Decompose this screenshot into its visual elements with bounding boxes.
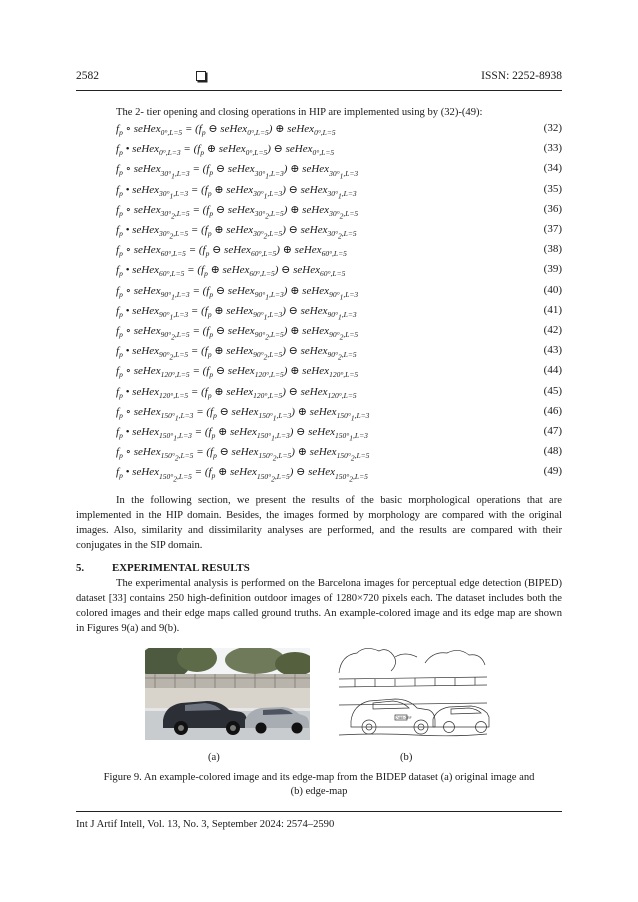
equation-number: (44) [543,364,562,377]
equation-number: (40) [543,283,562,296]
equation-number: (33) [543,142,562,155]
equation-number: (43) [543,344,562,357]
equation-row [116,243,562,259]
equation-expression: $f_p$ • seHex$_{90^\circ_2,L=5}$ = ($f_p$ ⊕ seHex$_{90^\circ_2,L=5}$) ⊖ seHex$_{90^\circ_2,L=5}$ [116,345,357,362]
equation-row [116,142,562,158]
equation-expression: $f_p$ ∘ seHex$_{0^\circ,L=5}$ = ($f_p$ ⊖ seHex$_{0^\circ,L=5}$) ⊕ seHex$_{0^\circ,L=5}$ [116,123,336,138]
equation-row [116,223,562,239]
equation-number: (49) [543,465,562,478]
equation-row [116,405,562,421]
paragraph-experimental: The experimental analysis is performed on the Barcelona images for perceptual edge detection (BIPED) dataset [33] contains 250 high-definition outdoor images of 1280×720 pixels each. The dataset includes both the colored images and their edge maps called ground truths. An example-colored image and its edge map are shown in Figures 9(a) and 9(b). [76,578,562,634]
equation-row [116,425,562,441]
equation-row [116,183,562,199]
figure-label-a: (a) [208,752,220,763]
equation-expression: $f_p$ ∘ seHex$_{60^\circ,L=5}$ = ($f_p$ ⊖ seHex$_{60^\circ,L=5}$) ⊕ seHex$_{60^\circ,L=5}$ [116,244,347,259]
equation-row [116,385,562,401]
equation-number: (34) [543,162,562,175]
equation-expression: $f_p$ • seHex$_{120^\circ,L=5}$ = ($f_p$ ⊕ seHex$_{120^\circ,L=5}$) ⊖ seHex$_{120^\circ,L=5}$ [116,385,357,400]
equation-expression: $f_p$ • seHex$_{60^\circ,L=5}$ = ($f_p$ ⊕ seHex$_{60^\circ,L=5}$) ⊖ seHex$_{60^\circ,L=5}$ [116,264,346,279]
equation-row [116,162,562,181]
paragraph-following-section: In the following section, we present the results of the basic morphological operations that are implemented in the HIP domain. Besides, the images formed by morphology are compared with the original images. Also, similarity and dissimilarity analyses are performed, and the results are compared with their conjugates in the SIP domain. [76,495,562,551]
equation-row [116,324,562,340]
equation-row [116,203,562,219]
equation-row [116,364,562,380]
equation-expression: $f_p$ ∘ seHex$_{30^\circ_1,L=3}$ = ($f_p$ ⊖ seHex$_{30^\circ_1,L=3}$) ⊕ seHex$_{30^\circ_1,L=3}$ [116,163,359,181]
equation-number: (35) [543,182,562,195]
equation-row [116,122,562,138]
section-title: EXPERIMENTAL RESULTS [112,562,250,574]
issn: ISSN: 2252-8938 [481,70,562,82]
footer-rule [76,811,562,812]
equation-expression: $f_p$ ∘ seHex$_{150^\circ_2,L=5}$ = ($f_p$ ⊖ seHex$_{150^\circ_2,L=5}$) ⊕ seHex$_{150^\circ_2,L=5}$ [116,446,370,463]
equation-row [116,465,562,484]
figure-9a-original-image [145,648,310,740]
section-heading [76,562,250,574]
journal-box-icon [196,71,206,81]
equation-row [116,284,562,300]
equation-number: (39) [543,263,562,276]
equation-expression: $f_p$ ∘ seHex$_{30^\circ_2,L=5}$ = ($f_p$ ⊖ seHex$_{30^\circ_2,L=5}$) ⊕ seHex$_{30^\circ_2,L=5}$ [116,203,359,221]
equation-row [116,344,562,360]
running-header [76,70,562,88]
equation-expression: $f_p$ • seHex$_{30^\circ_2,L=5}$ = ($f_p$ ⊕ seHex$_{30^\circ_2,L=5}$) ⊖ seHex$_{30^\circ_2,L=5}$ [116,224,357,241]
footer-citation: Int J Artif Intell, Vol. 13, No. 3, September 2024: 2574–2590 [76,819,335,830]
equation-row [116,445,562,461]
equation-expression: $f_p$ • seHex$_{150^\circ_2,L=5}$ = ($f_p$ ⊕ seHex$_{150^\circ_2,L=5}$) ⊖ seHex$_{150^\circ_2,L=5}$ [116,466,368,484]
equation-expression: $f_p$ ∘ seHex$_{150^\circ_1,L=3}$ = ($f_p$ ⊖ seHex$_{150^\circ_1,L=3}$) ⊕ seHex$_{150^\circ_1,L=3}$ [116,405,370,423]
equation-number: (47) [543,425,562,437]
equation-expression: $f_p$ ∘ seHex$_{120^\circ,L=5}$ = ($f_p$ ⊖ seHex$_{120^\circ,L=5}$) ⊕ seHex$_{120^\circ,L=5}$ [116,365,359,380]
equation-row [116,263,562,279]
equation-number: (32) [543,122,562,134]
equation-expression: $f_p$ • seHex$_{0^\circ,L=3}$ = ($f_p$ ⊕ seHex$_{0^\circ,L=5}$) ⊖ seHex$_{0^\circ,L=5}$ [116,143,335,158]
equation-number: (45) [543,384,562,397]
equation-expression: $f_p$ ∘ seHex$_{90^\circ_1,L=3}$ = ($f_p$ ⊖ seHex$_{90^\circ_1,L=3}$) ⊕ seHex$_{90^\circ_1,L=3}$ [116,284,359,302]
equation-number: (36) [543,202,562,215]
equation-expression: $f_p$ • seHex$_{30^\circ_1,L=3}$ = ($f_p$ ⊕ seHex$_{30^\circ_1,L=3}$) ⊖ seHex$_{30^\circ_1,L=3}$ [116,183,357,201]
equation-row [116,304,562,320]
section-number: 5. [76,562,85,574]
equation-number: (38) [543,243,562,256]
figure-9b-edge-map [335,643,490,743]
equation-number: (46) [543,404,562,417]
equation-expression: $f_p$ • seHex$_{90^\circ_1,L=3}$ = ($f_p$ ⊕ seHex$_{90^\circ_1,L=3}$) ⊖ seHex$_{90^\circ_1,L=3}$ [116,304,357,322]
equation-expression: $f_p$ ∘ seHex$_{90^\circ_2,L=5}$ = ($f_p$ ⊖ seHex$_{90^\circ_2,L=5}$) ⊕ seHex$_{90^\circ_2,L=5}$ [116,325,359,342]
figure-caption: Figure 9. An example-colored image and its edge-map from the BIDEP dataset (a) original image and (b) edge-map [103,772,535,797]
equation-number: (37) [543,223,562,235]
figure-label-b: (b) [400,752,413,763]
page-number: 2582 [76,70,99,82]
license-plate-text: 7465 GRF [396,716,412,720]
equation-expression: $f_p$ • seHex$_{150^\circ_1,L=3}$ = ($f_p$ ⊕ seHex$_{150^\circ_1,L=3}$) ⊖ seHex$_{150^\circ_1,L=3}$ [116,426,368,443]
equation-number: (48) [543,445,562,458]
intro-sentence: The 2- tier opening and closing operations in HIP are implemented using by (32)-(49): [116,107,483,118]
equation-number: (41) [543,303,562,316]
equation-number: (42) [543,324,562,336]
header-rule [76,90,562,91]
